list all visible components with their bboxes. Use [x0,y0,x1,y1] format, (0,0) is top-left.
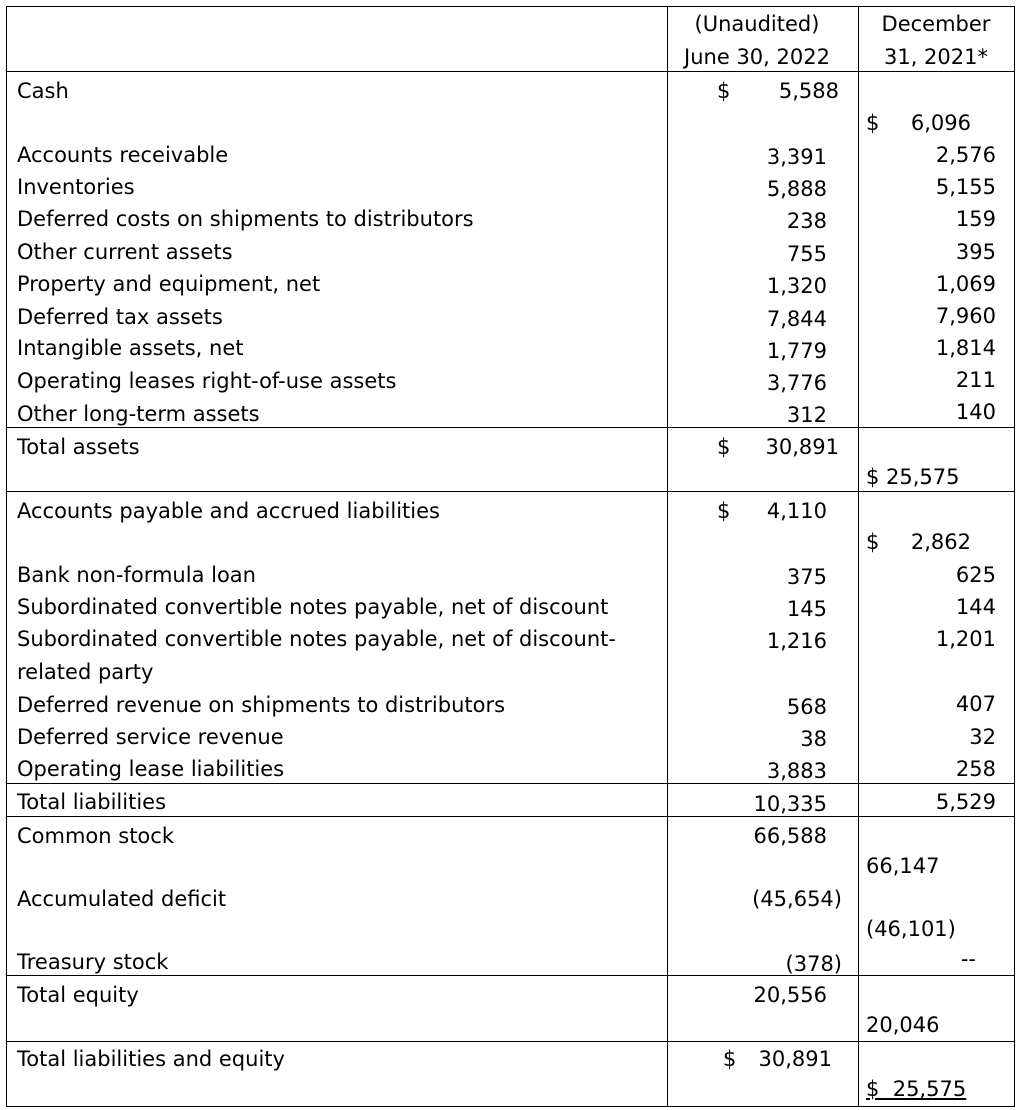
row-divider [7,1041,1014,1042]
dec-value: 32 [969,725,996,749]
june-value: 755 [786,242,827,266]
dec-value: (46,101) [866,917,956,941]
row-divider [7,783,1014,784]
june-value: 1,779 [766,339,827,363]
june-value: 5,888 [766,177,827,201]
june-value: 7,844 [766,307,827,331]
row-label: Other long-term assets [17,402,260,426]
row-label-continued: related party [17,660,154,684]
row-label: Property and equipment, net [17,272,321,296]
june-value: 568 [786,695,827,719]
row-label-total-equity: Total equity [17,983,139,1007]
row-divider [7,975,1014,976]
dec-value: 211 [955,368,996,392]
row-label: Accounts payable and accrued liabilities [17,499,440,523]
header-june-line1: (Unaudited) [694,12,820,36]
row-divider [7,71,1014,72]
dec-value: 2,576 [935,143,996,167]
cash-june-value: 5,588 [778,79,839,103]
column-divider [667,7,668,1106]
balance-sheet-table [6,6,1015,1107]
dec-value: 1,814 [935,336,996,360]
row-label: Deferred tax assets [17,305,223,329]
june-value: 3,391 [766,145,827,169]
total-equity-dec-value: 20,046 [866,1013,940,1037]
total-liabilities-june-value: 10,335 [753,792,827,816]
june-value: 3,776 [766,371,827,395]
dec-value: -- [960,947,976,971]
row-label: Other current assets [17,240,233,264]
row-label: Deferred service revenue [17,725,284,749]
june-value: 1,320 [766,274,827,298]
total-assets-june-value: 30,891 [765,435,839,459]
dollar-sign: $ [717,499,731,523]
dollar-sign: $ [717,79,731,103]
dec-value: 5,155 [935,175,996,199]
june-value: (45,654) [752,887,842,911]
row-label: Deferred costs on shipments to distributors [17,207,474,231]
row-label: Operating lease liabilities [17,757,285,781]
june-value: 66,588 [753,824,827,848]
row-divider [7,816,1014,817]
total-assets-dec-value: $ 25,575 [866,465,960,489]
dec-value: 407 [955,692,996,716]
dec-value: 7,960 [935,304,996,328]
dec-value: 625 [955,563,996,587]
dec-value: 144 [955,595,996,619]
row-divider [7,427,1014,428]
june-value: 145 [786,597,827,621]
header-dec-line1: December [881,12,991,36]
row-label: Accounts receivable [17,143,229,167]
dec-value: 395 [955,240,996,264]
total-le-dec-value: $ 25,575 [866,1077,967,1101]
column-divider [858,7,859,1106]
header-june-line2: June 30, 2022 [684,45,830,69]
cash-dec-value: 6,096 [910,111,971,135]
row-label: Common stock [17,824,174,848]
dollar-sign: $ [723,1047,737,1071]
row-label: Intangible assets, net [17,336,244,360]
row-label: Accumulated deficit [17,887,227,911]
total-le-june-value: 30,891 [758,1047,832,1071]
dec-value: 2,862 [910,530,971,554]
total-equity-june-value: 20,556 [753,983,827,1007]
june-value: 312 [786,403,827,427]
row-label: Subordinated convertible notes payable, net of discount [17,595,609,619]
dec-value: 1,201 [935,627,996,651]
dec-value: 159 [955,207,996,231]
dec-value: 258 [955,757,996,781]
row-label-total-liabilities: Total liabilities [17,790,167,814]
june-value: 3,883 [766,759,827,783]
row-label-total-assets: Total assets [17,435,140,459]
total-liabilities-dec-value: 5,529 [935,790,996,814]
june-value: (378) [785,952,842,976]
dec-value: 140 [955,400,996,424]
dollar-sign: $ [866,111,880,135]
row-label: Subordinated convertible notes payable, net of discount- [17,627,616,651]
row-label: Deferred revenue on shipments to distributors [17,693,506,717]
row-label: Bank non-formula loan [17,563,256,587]
row-label: Operating leases right-of-use assets [17,369,397,393]
row-label-total-liabilities-and-equity: Total liabilities and equity [17,1047,285,1071]
dec-value: 66,147 [866,854,940,878]
june-value: 375 [786,565,827,589]
june-value: 38 [800,727,827,751]
row-label-cash: Cash [17,79,69,103]
june-value: 1,216 [766,629,827,653]
row-label: Inventories [17,175,135,199]
june-value: 238 [786,209,827,233]
june-value: 4,110 [766,499,827,523]
header-dec-line2: 31, 2021* [883,45,988,69]
row-label: Treasury stock [17,950,169,974]
row-divider [7,491,1014,492]
dollar-sign: $ [866,530,880,554]
dec-value: 1,069 [935,272,996,296]
dollar-sign: $ [717,435,731,459]
